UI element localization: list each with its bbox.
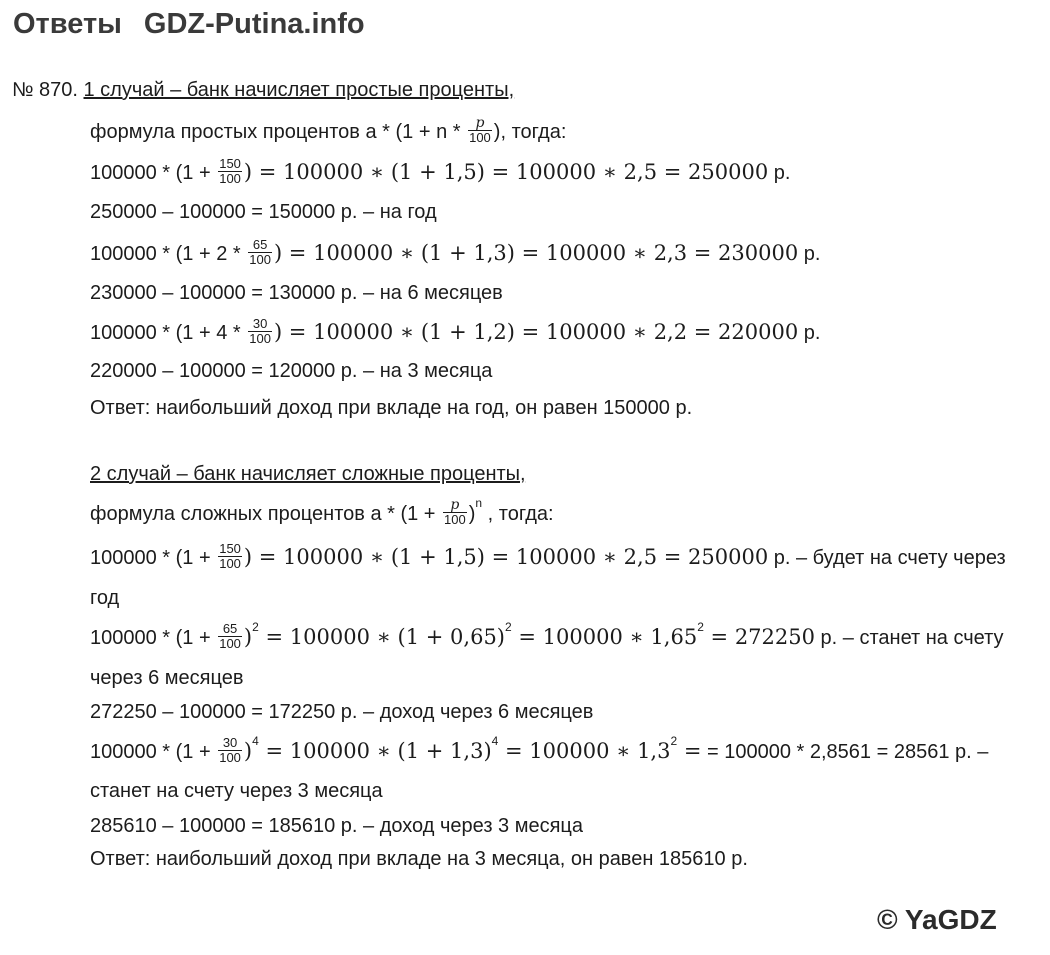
case2-income-2: 285610 – 100000 = 185610 р. – доход через 3 месяца (90, 815, 584, 837)
fraction: $\frac{150}{100}$ (219, 541, 241, 571)
fraction: $\frac{65}{100}$ (219, 621, 241, 651)
case2-title: 2 случай – банк начисляет сложные проценты, (90, 463, 526, 485)
case1-income-2: 230000 – 100000 = 130000 р. – на 6 месяцев (90, 282, 503, 304)
case2-answer: Ответ: наибольший доход при вкладе на 3 месяца, он равен 185610 р. (90, 848, 748, 870)
case1-income-1: 250000 – 100000 = 150000 р. – на год (90, 201, 437, 223)
problem-number: № 870. (12, 79, 78, 101)
fraction: $\frac{65}{100}$ (249, 237, 271, 267)
case1-income-3: 220000 – 100000 = 120000 р. – на 3 месяца (90, 360, 493, 382)
fraction: $\frac{p}{100}$ (469, 115, 491, 145)
page-header (13, 8, 365, 41)
case1-answer: Ответ: наибольший доход при вкладе на год, он равен 150000 р. (90, 397, 693, 419)
case1-calc-1: 100000 * (1 + $\frac{150}{100}$ ) = 100000 ∗ (1 + 1,5) = 100000 ∗ 2,5 = 250000 р. (90, 156, 791, 186)
fraction: $\frac{p}{100}$ (444, 497, 466, 527)
answers-label: Ответы (13, 8, 122, 40)
site-name: GDZ-Putina.info (143, 8, 365, 40)
case2-formula: формула сложных процентов a * (1 + $\frac{p}{100}$ )$^n$ , тогда: (90, 496, 554, 527)
case2-calc-2-wrap: через 6 месяцев (90, 667, 244, 689)
case2-title-line (90, 462, 526, 486)
copyright-watermark: © YaGDZ (877, 904, 997, 935)
fraction: $\frac{150}{100}$ (219, 156, 241, 186)
case2-calc-3-wrap: станет на счету через 3 месяца (90, 780, 383, 802)
case1-title: 1 случай – банк начисляет простые проценты, (83, 79, 515, 101)
case1-formula: формула простых процентов a * (1 + n * $\frac{p}{100}$ ), тогда: (90, 115, 567, 145)
case2-calc-3: 100000 * (1 + $\frac{30}{100}$ )$^4$ = 100000 ∗ $(1 + 1,3)^4 = 100000$ ∗ $1,3^2$ = = 100000 * 2,8561 = 28561 р. – (90, 734, 989, 765)
case2-calc-1-wrap: год (90, 587, 120, 609)
case2-calc-1: 100000 * (1 + $\frac{150}{100}$ ) = 100000 ∗ (1 + 1,5) = 100000 ∗ 2,5 = 250000 р. – будет на счету через (90, 541, 1006, 571)
case1-calc-3: 100000 * (1 + 4 * $\frac{30}{100}$ ) = 100000 ∗ (1 + 1,2) = 100000 ∗ 2,2 = 220000 р. (90, 316, 821, 346)
case2-income-1: 272250 – 100000 = 172250 р. – доход через 6 месяцев (90, 701, 594, 723)
fraction: $\frac{30}{100}$ (249, 316, 271, 346)
case1-calc-2: 100000 * (1 + 2 * $\frac{65}{100}$ ) = 100000 ∗ (1 + 1,3) = 100000 ∗ 2,3 = 230000 р. (90, 237, 821, 267)
fraction: $\frac{30}{100}$ (219, 735, 241, 765)
case2-calc-2: 100000 * (1 + $\frac{65}{100}$ )$^2$ = 100000 ∗ $(1 + 0,65)^2 = 100000$ ∗ $1,65^2 = 272250$ р. – станет на счету (90, 620, 1004, 651)
case1-title-line (12, 78, 514, 102)
